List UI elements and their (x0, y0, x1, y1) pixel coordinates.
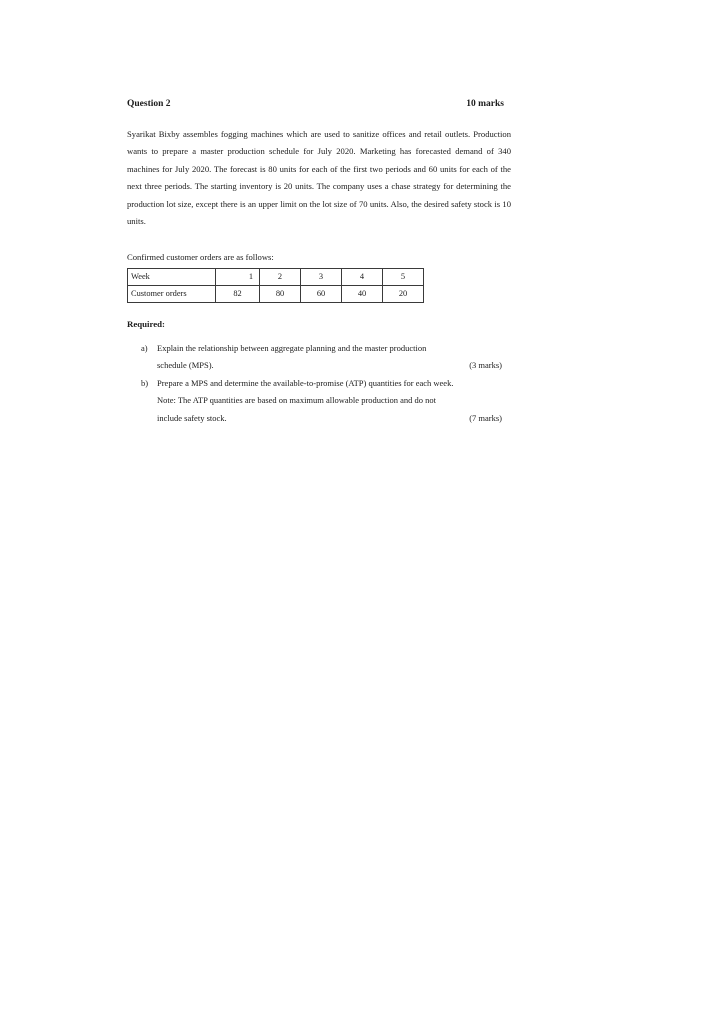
orders-cell: 80 (260, 286, 301, 303)
item-text: Prepare a MPS and determine the available-to-promise (ATP) quantities for each week. (157, 378, 454, 388)
customer-orders-table (127, 268, 424, 303)
item-marks-line (141, 410, 511, 427)
row-label-orders: Customer orders (128, 286, 216, 303)
item-text-tail: include safety stock. (157, 412, 227, 423)
table-caption: Confirmed customer orders are as follows: (127, 252, 274, 262)
item-marks: (7 marks) (469, 412, 502, 423)
table-row-week (128, 269, 424, 286)
week-cell: 5 (383, 269, 424, 286)
question-marks: 10 marks (466, 99, 504, 109)
week-cell: 4 (342, 269, 383, 286)
item-letter: a) (141, 343, 148, 353)
table-row-orders (128, 286, 424, 303)
row-label-week: Week (128, 269, 216, 286)
question-intro: Syarikat Bixby assembles fogging machines which are used to sanitize offices and retail outlets. Production wants to prepare a master production schedule for July 2020. Marketing has forecasted demand of 340 machines for July 2020. The forecast is 80 units for each of the first two periods and 60 units for each of the next three periods. The starting inventory is 20 units. The company uses a chase strategy for determining the production lot size, except there is an upper limit on the lot size of 70 units. Also, the desired safety stock is 10 units. (127, 129, 511, 227)
orders-cell: 40 (342, 286, 383, 303)
required-item-b (141, 375, 511, 427)
item-text: Explain the relationship between aggregate planning and the master production (157, 343, 427, 353)
orders-cell: 60 (301, 286, 342, 303)
required-item-a (141, 340, 511, 375)
week-cell: 3 (301, 269, 342, 286)
week-cell: 1 (216, 269, 260, 286)
question-header (127, 99, 504, 115)
question-title: Question 2 (127, 99, 171, 109)
item-marks: (3 marks) (469, 360, 502, 371)
week-cell: 2 (260, 269, 301, 286)
required-heading: Required: (127, 319, 165, 329)
item-marks-line (141, 357, 511, 374)
item-text-tail: schedule (MPS). (157, 360, 214, 371)
orders-cell: 20 (383, 286, 424, 303)
item-note: Note: The ATP quantities are based on maximum allowable production and do not (157, 395, 437, 406)
orders-cell: 82 (216, 286, 260, 303)
item-letter: b) (141, 378, 149, 388)
